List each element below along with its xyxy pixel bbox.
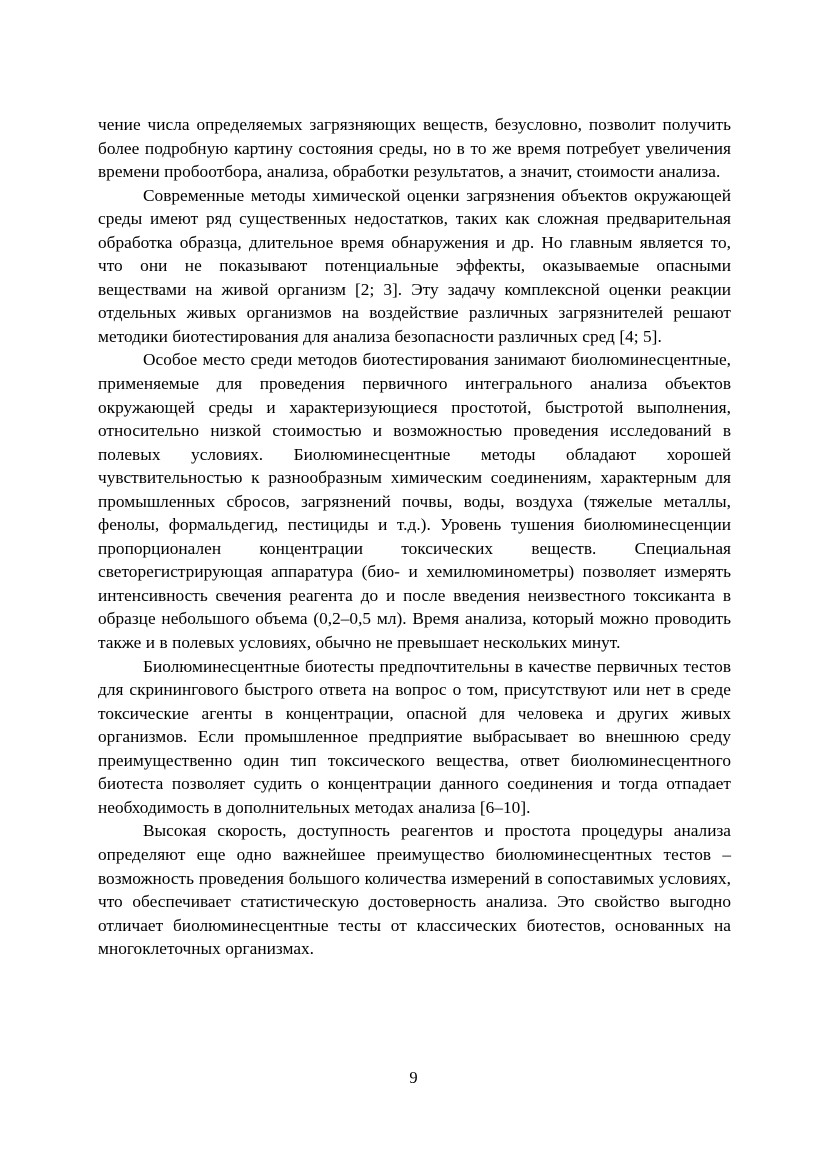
paragraph-biotests-preferable: Биолюминесцентные биотесты предпочтительны в качестве первичных тестов для скринингового быстрого ответа на вопрос о том, присутствуют или нет в среде токсические агенты в концентрации, опасной для человека и других живых организмов. Если промышленное предприятие выбрасывает во внешнюю среду преимущественно один тип токсического вещества, ответ биолюминесцентного биотеста позволяет судить о концентрации данного соединения и тогда отпадает необходимость в дополнительных методах анализа [6–10]. bbox=[98, 656, 731, 817]
paragraph-modern-methods: Современные методы химической оценки загрязнения объектов окружающей среды имеют ряд существенных недостатков, таких как сложная предварительная обработка образца, длительное время обнаружения и др. Но главным является то, что они не показывают потенциальные эффекты, оказываемые опасными веществами на живой организм [2; 3]. Эту задачу комплексной оценки реакции отдельных живых организмов на воздействие различных загрязнителей решают методики биотестирования для анализа безопасности различных сред [4; 5]. bbox=[98, 185, 731, 346]
paragraph-high-speed: Высокая скорость, доступность реагентов и простота процедуры анализа определяют еще одно важнейшее преимущество биолюминесцентных тестов – возможность проведения большого количества измерений в сопоставимых условиях, что обеспечивает статистическую достоверность анализа. Это свойство выгодно отличает биолюминесцентные тесты от классических биотестов, основанных на многоклеточных организмах. bbox=[98, 821, 731, 959]
page-number: 9 bbox=[409, 1068, 418, 1087]
body-text-column bbox=[98, 113, 731, 961]
paragraph-continuation: чение числа определяемых загрязняющих веществ, безусловно, позволит получить более подробную картину состояния среды, но в то же время потребует увеличения времени пробоотбора, анализа, обработки результатов, а значит, стоимости анализа. bbox=[98, 115, 731, 182]
paragraph-bioluminescent-methods: Особое место среди методов биотестирования занимают биолюминесцентные, применяемые для проведения первичного интегрального анализа объектов окружающей среды и характеризующиеся простотой, быстротой выполнения, относительно низкой стоимостью и возможностью проведения исследований в полевых условиях. Биолюминесцентные методы обладают хорошей чувствительностью к разнообразным химическим соединениям, характерным для промышленных сбросов, загрязнений почвы, воды, воздуха (тяжелые металлы, фенолы, формальдегид, пестициды и т.д.). Уровень тушения биолюминесценции пропорционален концентрации токсических веществ. Специальная светорегистрирующая аппаратура (био- и хемилюминометры) позволяет измерять интенсивность свечения реагента до и после введения неизвестного токсиканта в образце небольшого объема (0,2–0,5 мл). Время анализа, который можно проводить также и в полевых условиях, обычно не превышает нескольких минут. bbox=[98, 350, 731, 653]
